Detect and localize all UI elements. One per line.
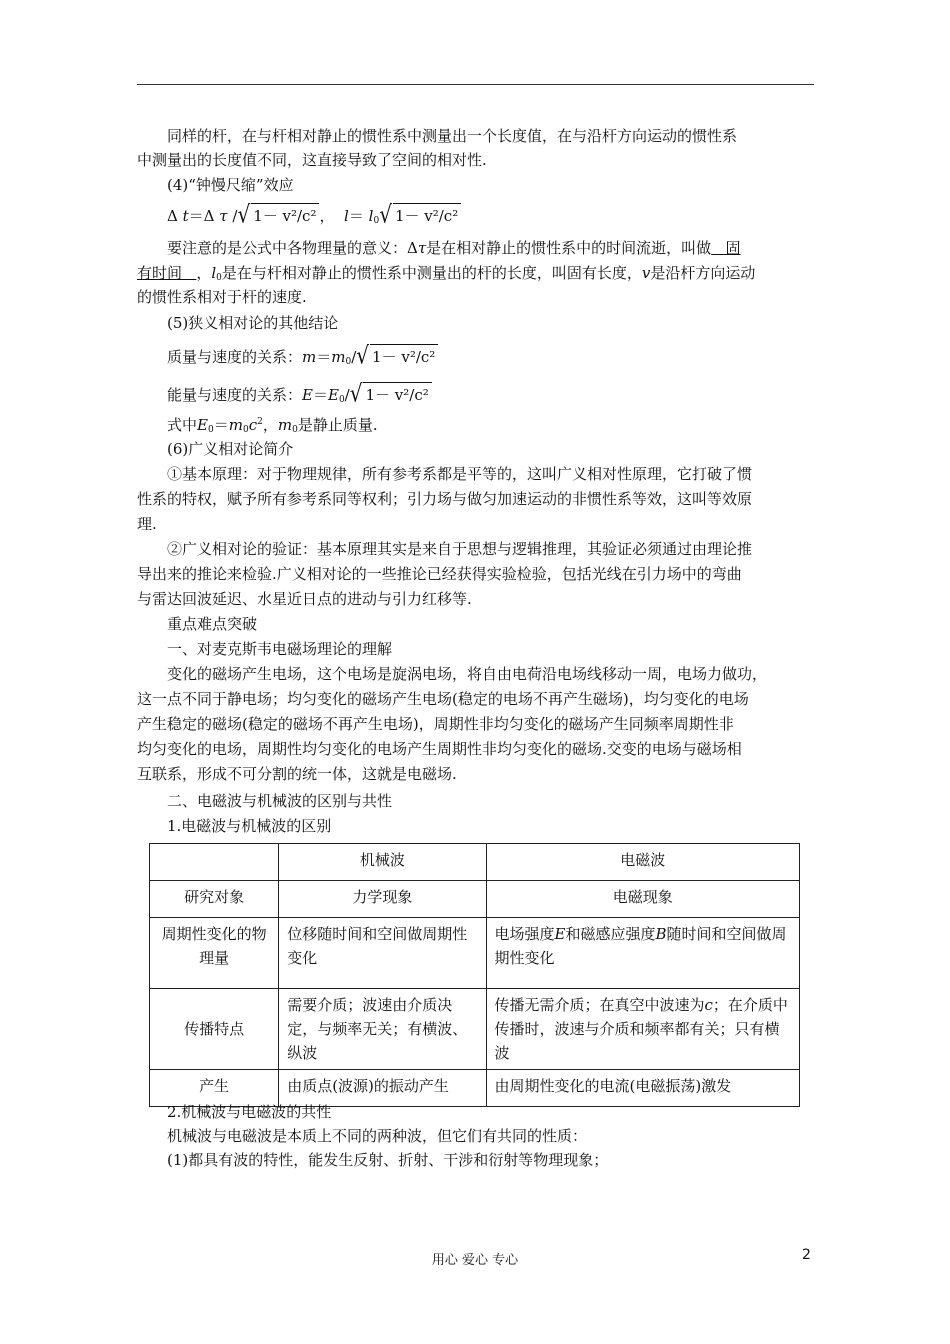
para2-line3: 的惯性系相对于杆的速度.: [137, 288, 307, 306]
part1-line5: 互联系，形成不可分割的统一体，这就是电磁场.: [137, 765, 457, 783]
part1-title: 一、对麦克斯韦电磁场理论的理解: [167, 640, 393, 658]
table-cell-label: 周期性变化的物理量: [150, 918, 279, 989]
table-cell: 传播无需介质；在真空中波速为c；在介质中传播时，波速与介质和频率都有关；只有横波: [486, 989, 800, 1070]
part1-line3: 产生稳定的磁场(稳定的磁场不再产生电场)，周期性非均匀变化的磁场产生同频率周期性非: [137, 715, 734, 733]
part2-title: 二、电磁波与机械波的区别与共性: [167, 792, 393, 810]
energy-velocity-formula: 能量与速度的关系：$E=E_0/√$ 1－ v²/c²: [167, 381, 814, 407]
table-header-cell: [150, 844, 279, 881]
key-points-title: 重点难点突破: [167, 615, 258, 633]
gr-principle-line1: ①基本原理：对于物理规律，所有参考系都是平等的，这叫广义相对性原理，它打破了惯: [167, 465, 753, 483]
para2-line2: 有时间 ，$l_0$是在与杆相对静止的惯性系中测量出的杆的长度，叫固有长度，v是沿杆方向运动: [137, 264, 756, 283]
common-intro: 机械波与电磁波是本质上不同的两种波，但它们有共同的性质：: [167, 1127, 588, 1145]
para2-line1: 要注意的是公式中各物理量的意义：Δτ是在相对静止的惯性系中的时间流逝，叫做 固: [167, 239, 741, 257]
part1-line1: 变化的磁场产生电场，这个电场是旋涡电场，将自由电荷沿电场线移动一周，电场力做功，: [167, 665, 768, 683]
table-cell: 电磁现象: [486, 881, 800, 918]
section-5-title: (5)狭义相对论的其他结论: [167, 314, 339, 332]
table-cell: 由周期性变化的电流(电磁振荡)激发: [486, 1070, 800, 1107]
gr-verify-line3: 与雷达回波延迟、水星近日点的进动与引力红移等.: [137, 590, 472, 608]
rest-energy-line: 式中$E_0=m_0c^2$，$m_0$是静止质量.: [167, 416, 378, 435]
mass-velocity-formula: 质量与速度的关系：$m=m_0/√$ 1－ v²/c²: [167, 343, 814, 369]
page-number: 2: [802, 1247, 811, 1263]
part1-line4: 均匀变化的电场，周期性均匀变化的电场产生周期性非均匀变化的磁场.交变的电场与磁场相: [137, 740, 742, 758]
comparison-table: [149, 843, 800, 1107]
common-point-1: (1)都具有波的特性，能发生反射、折射、干涉和衍射等物理现象；: [167, 1151, 609, 1169]
common-title: 2.机械波与电磁波的共性: [167, 1103, 332, 1121]
table-cell-label: 研究对象: [150, 881, 279, 918]
diff-title: 1.电磁波与机械波的区别: [167, 817, 332, 835]
table-header-cell: 电磁波: [486, 844, 800, 881]
table-cell: 电场强度E和磁感应强度B随时间和空间做周期性变化: [486, 918, 800, 989]
table-cell: 力学现象: [279, 881, 486, 918]
part1-line2: 这一点不同于静电场；均匀变化的磁场产生电场(稳定的电场不再产生磁场)，均匀变化的电场: [137, 690, 749, 708]
table-row: [150, 918, 800, 989]
section-6-title: (6)广义相对论简介: [167, 440, 294, 458]
gr-principle-line3: 理.: [137, 515, 157, 533]
gr-principle-line2: 性系的特权，赋予所有参考系同等权利；引力场与做匀加速运动的非惯性系等效，这叫等效原: [137, 490, 753, 508]
section-4-title: (4)“钟慢尺缩”效应: [167, 176, 294, 194]
header-rule: [137, 84, 814, 85]
table-row: [150, 989, 800, 1070]
table-row: [150, 881, 800, 918]
table-cell-label: 产生: [150, 1070, 279, 1107]
table-cell: 由质点(波源)的振动产生: [279, 1070, 486, 1107]
table-cell: 需要介质；波速由介质决定，与频率无关；有横波、纵波: [279, 989, 486, 1070]
para1-line2: 中测量出的长度值不同，这直接导致了空间的相对性.: [137, 151, 487, 169]
table-cell-label: 传播特点: [150, 989, 279, 1070]
gr-verify-line1: ②广义相对论的验证：基本原理其实是来自于思想与逻辑推理，其验证必须通过由理论推: [167, 540, 753, 558]
gr-verify-line2: 导出来的推论来检验.广义相对论的一些推论已经获得实验检验，包括光线在引力场中的弯曲: [137, 565, 742, 583]
table-header-row: [150, 844, 800, 881]
formula-time-length: Δ t＝Δ τ /√ 1－ v²/c² ， $l= l_0√$ 1－ v²/c²: [167, 202, 814, 228]
para1-line1: 同样的杆，在与杆相对静止的惯性系中测量出一个长度值，在与沿杆方向运动的惯性系: [167, 127, 738, 145]
table-header-cell: 机械波: [279, 844, 486, 881]
table-cell: 位移随时间和空间做周期性变化: [279, 918, 486, 989]
page-footer: 用心 爱心 专心: [431, 1253, 519, 1268]
